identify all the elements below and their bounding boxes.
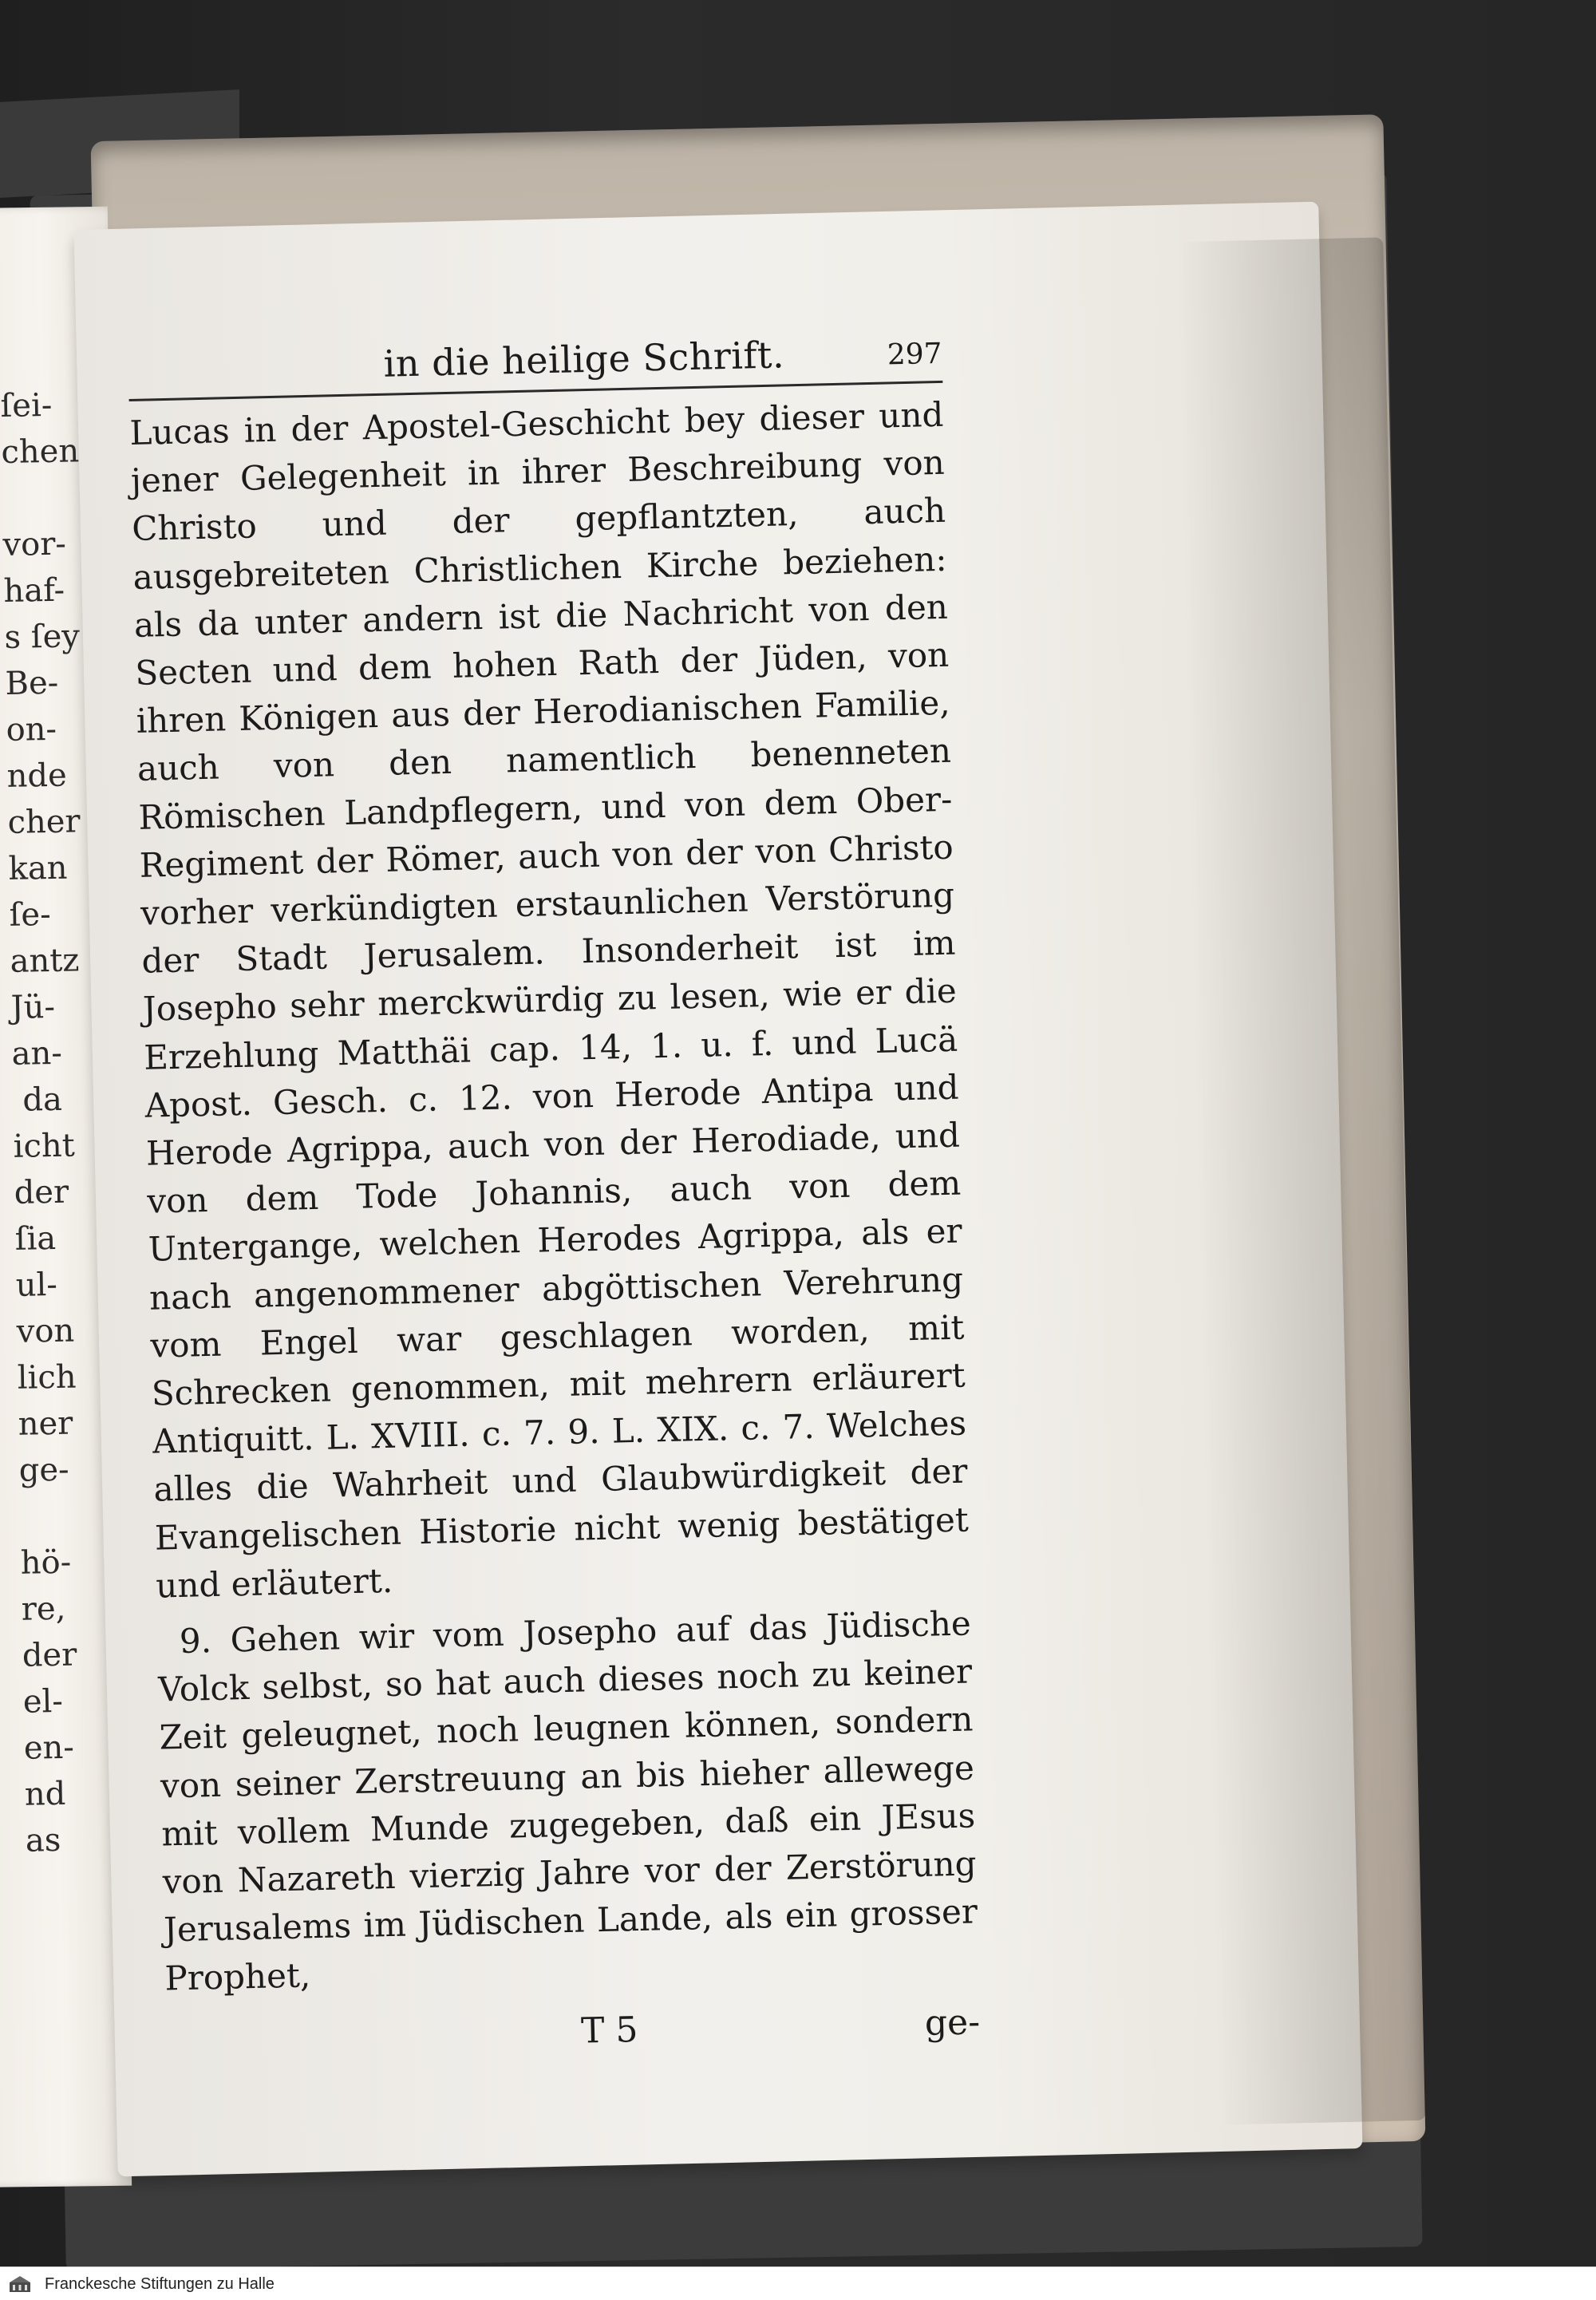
signature-mark: T 5	[580, 2009, 639, 2052]
page-number: 297	[887, 337, 943, 372]
page-curl-shadow	[1175, 237, 1425, 2124]
page-content	[128, 325, 981, 2052]
paragraph-1: Lucas in der Apostel-Geschicht bey dieser und jener Gelegenheit in ihrer Beschreibung von Christo und der gepflantzten, auch ausgebreiteten Christlichen Kirche beziehen: als da unter andern ist die Nachricht von den Secten und dem hohen Rath der Jüden, von ihren Königen aus der Herodianischen Familie, auch von den namentlich benenneten Römischen Landpflegern, und von dem Ober-Regiment der Römer, auch von der von Christo vorher verkündigten erstaunlichen Verstörung der Stadt Jerusalem. Insonderheit ist im Josepho sehr merckwürdig zu lesen, wie er die Erzehlung Matthäi cap. 14, 1. u. f. und Lucä Apost. Gesch. c. 12. von Herode Antipa und Herode Agrippa, auch von der Herodiade, und von dem Tode Johannis, auch von dem Untergange, welchen Herodes Agrippa, als er nach angenommener abgöttischen Verehrung vom Engel war geschlagen worden, mit Schrecken genommen, mit mehrern erläurert Antiquitt. L. XVIII. c. 7. 9. L. XIX. c. 7. Welches alles die Wahrheit und Glaubwürdigkeit der Evangelischen Historie nicht wenig bestätiget und erläutert.	[128, 394, 970, 1606]
left-page-fragments: ſei- chen vor- haf- s ſey Be- on- nde cher kan ſe- antz Jü- an- da icht der ſia ul- von lich ner ge- hö- re, der el- en- nd as	[0, 386, 81, 1859]
footer-bar	[0, 2266, 1596, 2300]
text-body	[129, 391, 979, 2002]
footer-institution: Franckesche Stiftungen zu Halle	[45, 2275, 275, 2293]
catchword: ge-	[924, 2002, 981, 2044]
paragraph-2: 9. Gehen wir vom Josepho auf das Jüdische Volck selbst, so hat auch dieses noch zu keiner Zeit geleugnet, noch leugnen können, sondern von seiner Zerstreuung an bis hieher allewege mit vollem Munde zugegeben, daß ein JEsus von Nazareth vierzig Jahre vor der Zerstörung Jerusalems im Jüdischen Lande, als ein grosser Prophet,	[157, 1603, 978, 1998]
running-head-title: in die heilige Schrift.	[383, 333, 785, 385]
institution-logo-icon	[8, 2274, 32, 2294]
